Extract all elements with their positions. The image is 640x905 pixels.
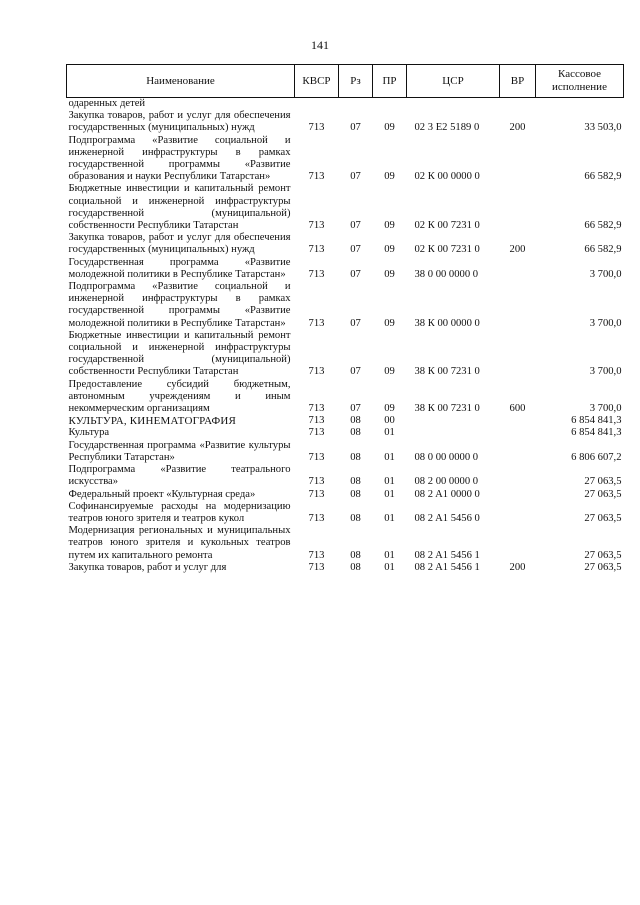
- row-name: Подпрограмма «Развитие социальной и инженерной инфраструктуры в рамках государственной программы «Развитие молодежной политики в Республике Татарстан»: [68, 281, 291, 329]
- row-pr: 01: [384, 512, 395, 524]
- row-csr: [407, 98, 500, 111]
- table-body: [67, 98, 624, 574]
- row-vr: 600: [509, 403, 526, 415]
- row-rz: 07: [350, 171, 361, 183]
- row-amount: 33 503,0: [584, 122, 622, 134]
- row-vr: 200: [509, 122, 526, 134]
- row-csr: 08 2 A1 0000 0: [414, 488, 480, 500]
- row-name: одаренных детей: [68, 98, 146, 109]
- row-name: Софинансируемые расходы на модернизацию театров юного зрителя и театров кукол: [68, 500, 291, 524]
- table-row: [67, 415, 624, 427]
- row-rz: [339, 98, 373, 111]
- row-pr: 09: [384, 317, 395, 329]
- row-pr: 01: [384, 549, 395, 561]
- row-kvsr: 713: [308, 122, 325, 134]
- row-pr: 09: [384, 220, 395, 232]
- row-amount: 27 063,5: [584, 476, 622, 488]
- row-name: Предоставление субсидий бюджетным, автономным учреждениям и иным некоммерческим организациям: [68, 378, 291, 415]
- row-amount: [536, 98, 624, 111]
- row-amount: 3 700,0: [589, 366, 622, 378]
- row-name: Государственная программа «Развитие молодежной политики в Республике Татарстан»: [68, 256, 291, 280]
- row-csr: 08 0 00 0000 0: [414, 451, 479, 463]
- row-kvsr: 713: [308, 220, 325, 232]
- header-csr: ЦСР: [407, 65, 500, 98]
- row-kvsr: [295, 98, 339, 111]
- row-name: Федеральный проект «Культурная среда»: [68, 488, 256, 500]
- row-csr: 02 К 00 0000 0: [414, 171, 480, 183]
- row-name: Бюджетные инвестиции и капитальный ремонт социальной и инженерной инфраструктуры государственной (муниципальной) собственности Республики Татарстан: [68, 329, 291, 378]
- row-name: КУЛЬТУРА, КИНЕМАТОГРАФИЯ: [68, 415, 237, 428]
- row-rz: 07: [350, 220, 361, 232]
- table-row: [67, 330, 624, 379]
- row-pr: 09: [384, 244, 395, 256]
- row-vr: [500, 464, 536, 488]
- row-kvsr: 713: [308, 476, 325, 488]
- table-row: [67, 257, 624, 281]
- table-row: [67, 98, 624, 111]
- row-pr: 01: [384, 427, 395, 439]
- row-pr: 00: [384, 415, 395, 427]
- table-row: [67, 110, 624, 134]
- row-pr: 09: [384, 268, 395, 280]
- row-rz: 08: [350, 488, 361, 500]
- row-vr: [500, 440, 536, 464]
- header-row: [67, 65, 624, 98]
- row-vr: [500, 257, 536, 281]
- row-pr: 09: [384, 403, 395, 415]
- row-pr: 09: [384, 366, 395, 378]
- header-rz: Рз: [339, 65, 373, 98]
- table-row: [67, 183, 624, 232]
- header-name: Наименование: [67, 65, 295, 98]
- row-amount: 6 854 841,3: [571, 415, 622, 427]
- row-name: Государственная программа «Развитие культуры Республики Татарстан»: [68, 439, 291, 463]
- row-kvsr: 713: [308, 171, 325, 183]
- row-amount: 6 806 607,2: [571, 451, 622, 463]
- row-name: Подпрограмма «Развитие театрального искусства»: [68, 464, 291, 488]
- table-row: [67, 440, 624, 464]
- table-row: [67, 281, 624, 330]
- row-amount: 27 063,5: [584, 488, 622, 500]
- row-csr: 38 К 00 7231 0: [414, 403, 480, 415]
- row-rz: 07: [350, 122, 361, 134]
- row-amount: 3 700,0: [589, 403, 622, 415]
- row-vr: [500, 489, 536, 501]
- row-rz: 07: [350, 366, 361, 378]
- row-name: Бюджетные инвестиции и капитальный ремонт социальной и инженерной инфраструктуры государственной (муниципальной) собственности Республики Татарстан: [68, 183, 291, 232]
- row-rz: 08: [350, 561, 361, 573]
- row-kvsr: 713: [308, 427, 325, 439]
- row-amount: 27 063,5: [584, 512, 622, 524]
- row-csr: [407, 415, 500, 427]
- row-vr: [500, 525, 536, 562]
- row-vr: [500, 427, 536, 439]
- row-vr: [500, 183, 536, 232]
- row-csr: 08 2 A1 5456 1: [414, 549, 480, 561]
- row-csr: 38 К 00 7231 0: [414, 366, 480, 378]
- row-pr: 01: [384, 476, 395, 488]
- row-vr: 200: [509, 244, 526, 256]
- row-vr: [500, 330, 536, 379]
- table-row: [67, 501, 624, 525]
- row-kvsr: 713: [308, 561, 325, 573]
- row-name: Культура: [68, 427, 110, 439]
- row-kvsr: 713: [308, 268, 325, 280]
- row-kvsr: 713: [308, 488, 325, 500]
- row-rz: 08: [350, 476, 361, 488]
- row-pr: 09: [384, 171, 395, 183]
- row-kvsr: 713: [308, 549, 325, 561]
- row-amount: 27 063,5: [584, 549, 622, 561]
- row-kvsr: 713: [308, 415, 325, 427]
- row-csr: 38 0 00 0000 0: [414, 268, 479, 280]
- row-kvsr: 713: [308, 512, 325, 524]
- row-pr: 01: [384, 561, 395, 573]
- row-amount: 66 582,9: [584, 244, 622, 256]
- table-row: [67, 232, 624, 256]
- row-amount: 3 700,0: [589, 317, 622, 329]
- row-csr: 02 К 00 7231 0: [414, 220, 480, 232]
- row-csr: [407, 427, 500, 439]
- row-vr: [500, 98, 536, 111]
- row-kvsr: 713: [308, 244, 325, 256]
- row-csr: 02 К 00 7231 0: [414, 244, 480, 256]
- row-vr: [500, 415, 536, 427]
- row-rz: 07: [350, 317, 361, 329]
- table-row: [67, 135, 624, 184]
- row-rz: 08: [350, 512, 361, 524]
- row-name: Закупка товаров, работ и услуг для обеспечения государственных (муниципальных) нужд: [68, 232, 291, 256]
- table-row: [67, 464, 624, 488]
- header-vr: ВР: [500, 65, 536, 98]
- row-csr: 08 2 A1 5456 1: [414, 561, 480, 573]
- table-row: [67, 562, 624, 574]
- table-row: [67, 525, 624, 562]
- row-kvsr: 713: [308, 366, 325, 378]
- table-row: [67, 379, 624, 416]
- row-rz: 08: [350, 549, 361, 561]
- row-csr: 08 2 00 0000 0: [414, 476, 479, 488]
- row-name: Модернизация региональных и муниципальных театров юного зрителя и кукольных театров путем их капитального ремонта: [68, 525, 291, 561]
- row-pr: [373, 98, 407, 111]
- row-csr: 38 К 00 0000 0: [414, 317, 480, 329]
- table-row: [67, 489, 624, 501]
- header-kassa: Кассовое исполнение: [536, 65, 624, 98]
- row-amount: 6 854 841,3: [571, 427, 622, 439]
- row-kvsr: 713: [308, 451, 325, 463]
- row-pr: 01: [384, 451, 395, 463]
- row-name: Подпрограмма «Развитие социальной и инженерной инфраструктуры в рамках государственной программы «Развитие образования и науки Республики Татарстан»: [68, 134, 291, 183]
- row-amount: 3 700,0: [589, 268, 622, 280]
- row-csr: 08 2 A1 5456 0: [414, 512, 480, 524]
- row-amount: 66 582,9: [584, 171, 622, 183]
- header-kvsr: КВСР: [295, 65, 339, 98]
- row-name: Закупка товаров, работ и услуг для обеспечения государственных (муниципальных) нужд: [68, 110, 291, 134]
- row-kvsr: 713: [308, 403, 325, 415]
- row-rz: 08: [350, 451, 361, 463]
- row-rz: 07: [350, 403, 361, 415]
- table-row: [67, 427, 624, 439]
- table-header: [67, 65, 624, 98]
- row-kvsr: 713: [308, 317, 325, 329]
- row-vr: [500, 501, 536, 525]
- row-vr: [500, 281, 536, 330]
- row-vr: [500, 135, 536, 184]
- page-number: 141: [311, 38, 329, 52]
- header-pr: ПР: [373, 65, 407, 98]
- row-amount: 66 582,9: [584, 220, 622, 232]
- budget-table: [66, 64, 624, 574]
- row-name: Закупка товаров, работ и услуг для: [68, 561, 227, 573]
- row-csr: 02 3 Е2 5189 0: [414, 122, 480, 134]
- row-pr: 01: [384, 488, 395, 500]
- row-rz: 08: [350, 427, 361, 439]
- row-rz: 07: [350, 244, 361, 256]
- row-vr: 200: [509, 561, 526, 573]
- row-rz: 08: [350, 415, 361, 427]
- row-rz: 07: [350, 268, 361, 280]
- row-pr: 09: [384, 122, 395, 134]
- row-amount: 27 063,5: [584, 561, 622, 573]
